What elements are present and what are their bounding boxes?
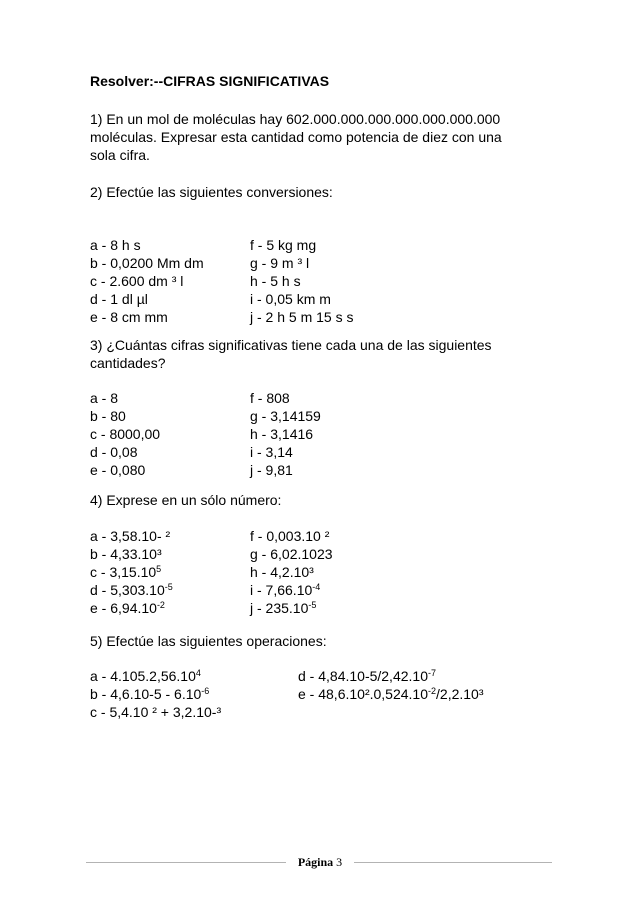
q4-item: g - 6,02.1023 [250, 546, 333, 562]
q2-heading: 2) Efectúe las siguientes conversiones: [90, 184, 333, 200]
q3-item: e - 0,080 [90, 462, 146, 478]
q2-item: g - 9 m ³ l [250, 255, 310, 271]
q2-item: a - 8 h s [90, 237, 141, 253]
q1-text-line: sola cifra. [90, 147, 150, 163]
q1-text-line: moléculas. Expresar esta cantidad como potencia de diez con una [90, 129, 502, 145]
q3-item: f - 808 [250, 390, 290, 406]
q4-item: a - 3,58.10- ² [90, 528, 171, 544]
q1-text-line: 1) En un mol de moléculas hay 602.000.000.000.000.000.000.000 [90, 111, 501, 127]
q3-item: h - 3,1416 [250, 426, 314, 442]
q4-item: e - $6,94.10^{-2}$ [90, 600, 165, 616]
q3-heading: cantidades? [90, 355, 166, 371]
q4-item: c - 3,15.10$^5$ [90, 564, 162, 580]
q3-item: d - 0,08 [90, 444, 138, 460]
q3-heading: 3) ¿Cuántas cifras significativas tiene cada una de las siguientes [90, 337, 492, 353]
q3-item: i - 3,14 [250, 444, 293, 460]
q5-item: a - 4.105.2,56.10$^4$ [90, 668, 201, 684]
q4-item: b - 4,33.10³ [90, 546, 162, 562]
q3-item: a - 8 [90, 390, 119, 406]
q3-item: g - 3,14159 [250, 408, 321, 424]
q2-item: e - 8 cm mm [90, 309, 168, 325]
q2-item: i - 0,05 km m [250, 291, 331, 307]
q2-item: c - 2.600 dm ³ l [90, 273, 184, 289]
q4-item: j - $235.10^{-5}$ [250, 600, 317, 616]
q5-item: b - $4,6.10-5 - 6.10^{-6}$ [90, 686, 210, 702]
q5-item: e - $48,6.10^2.0,524.10^{-2}/2,2.10^3$ [298, 686, 484, 702]
q4-item: i - $7,66.10^{-4}$ [250, 582, 321, 598]
q2-item: b - 0,0200 Mm dm [90, 255, 204, 271]
q4-item: f - 0,003.10 ² [250, 528, 330, 544]
q5-item: c - 5,4.10 ² + 3,2.10-³ [90, 704, 222, 720]
document-title: Resolver:--CIFRAS SIGNIFICATIVAS [90, 73, 330, 89]
q5-heading: 5) Efectúe las siguientes operaciones: [90, 633, 327, 649]
footer-divider-left [86, 862, 286, 863]
q5-item: d - $4,84.10-5/2,42.10^{-7}$ [298, 668, 437, 684]
q4-item: d - $5,303.10^{-5}$ [90, 582, 173, 598]
q3-item: b - 80 [90, 408, 126, 424]
q2-item: d - 1 dl µl [90, 291, 148, 307]
q4-heading: 4) Exprese en un sólo número: [90, 492, 282, 508]
q2-item: f - 5 kg mg [250, 237, 317, 253]
q4-item: h - 4,2.10³ [250, 564, 314, 580]
q2-item: h - 5 h s [250, 273, 301, 289]
q2-item: j - 2 h 5 m 15 s s [250, 309, 354, 325]
q3-item: c - 8000,00 [90, 426, 161, 442]
q3-item: j - 9,81 [250, 462, 293, 478]
page-number: Página 3 [297, 855, 343, 869]
footer-divider-right [354, 862, 552, 863]
